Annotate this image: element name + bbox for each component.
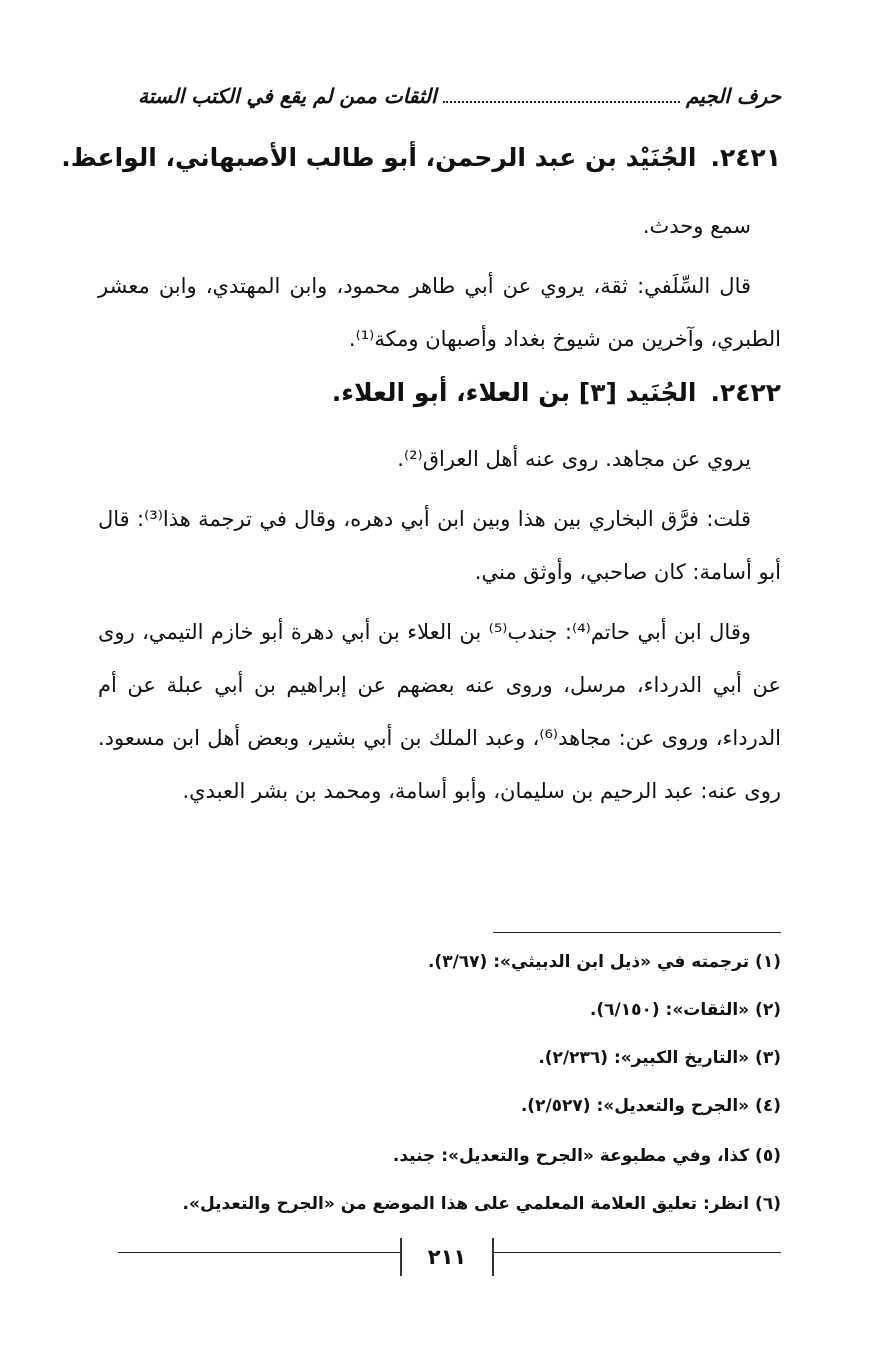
paragraph: سمع وحدث. <box>642 214 751 238</box>
running-header <box>138 78 781 114</box>
entry-heading <box>100 378 781 407</box>
header-chapter: حرف الجيم <box>686 84 781 108</box>
paragraph: يروي عن مجاهد. روى عنه أهل العراق⁽²⁾. <box>397 447 751 471</box>
footnote: (٥) كذا، وفي مطبوعة «الجرح والتعديل»: جنيد. <box>392 1146 781 1166</box>
entry-heading <box>61 143 781 172</box>
entry-name: الجُنَيد [٣] بن العلاء، أبو العلاء. <box>331 378 697 407</box>
footnote: (٤) «الجرح والتعديل»: (٢/٥٢٧). <box>520 1096 781 1116</box>
footnote: (٢) «الثقات»: (٦/١٥٠). <box>589 1000 781 1020</box>
footnote: (٣) «التاريخ الكبير»: (٢/٢٣٦). <box>538 1048 781 1068</box>
paragraph: وقال ابن أبي حاتم⁽⁴⁾: جندب⁽⁵⁾ بن العلاء بن أبي دهرة أبو خازم التيمي، روى عن أبي الدرداء، مرسل، وروى عنه بعضهم عن إبراهيم بن أبي عبلة عن أم الدرداء، وروى عن: مجاهد⁽⁶⁾، وعبد الملك بن أبي بشير، وبعض أهل ابن مسعود. روى عنه: عبد الرحيم بن سليمان، وأبو أسامة، ومحمد بن بشر العبدي. <box>98 620 782 803</box>
header-book-title: الثقات ممن لم يقع في الكتب الستة <box>138 84 437 108</box>
footnote: (٦) انظر: تعليق العلامة المعلمي على هذا الموضع من «الجرح والتعديل». <box>182 1194 781 1214</box>
footnote: (١) ترجمته في «ذيل ابن الدبيثي»: (٣/٦٧). <box>427 952 781 972</box>
entry-number: ٢٤٢١. <box>710 143 781 172</box>
footnote-separator <box>493 932 781 933</box>
paragraph: قال السِّلَفي: ثقة، يروي عن أبي طاهر محمود، وابن المهتدي، وابن معشر الطبري، وآخرين من شيوخ بغداد وأصبهان ومكة⁽¹⁾. <box>98 274 781 351</box>
entry-number: ٢٤٢٢. <box>710 378 781 407</box>
page-number: ٢١١ <box>400 1238 494 1276</box>
entry-name: الجُنَيْد بن عبد الرحمن، أبو طالب الأصبهاني، الواعظ. <box>61 143 697 172</box>
header-dot-leader <box>443 101 680 103</box>
paragraph: قلت: فرَّق البخاري بين هذا وبين ابن أبي دهره، وقال في ترجمة هذا⁽³⁾: قال أبو أسامة: كان صاحبي، وأوثق مني. <box>98 507 781 584</box>
